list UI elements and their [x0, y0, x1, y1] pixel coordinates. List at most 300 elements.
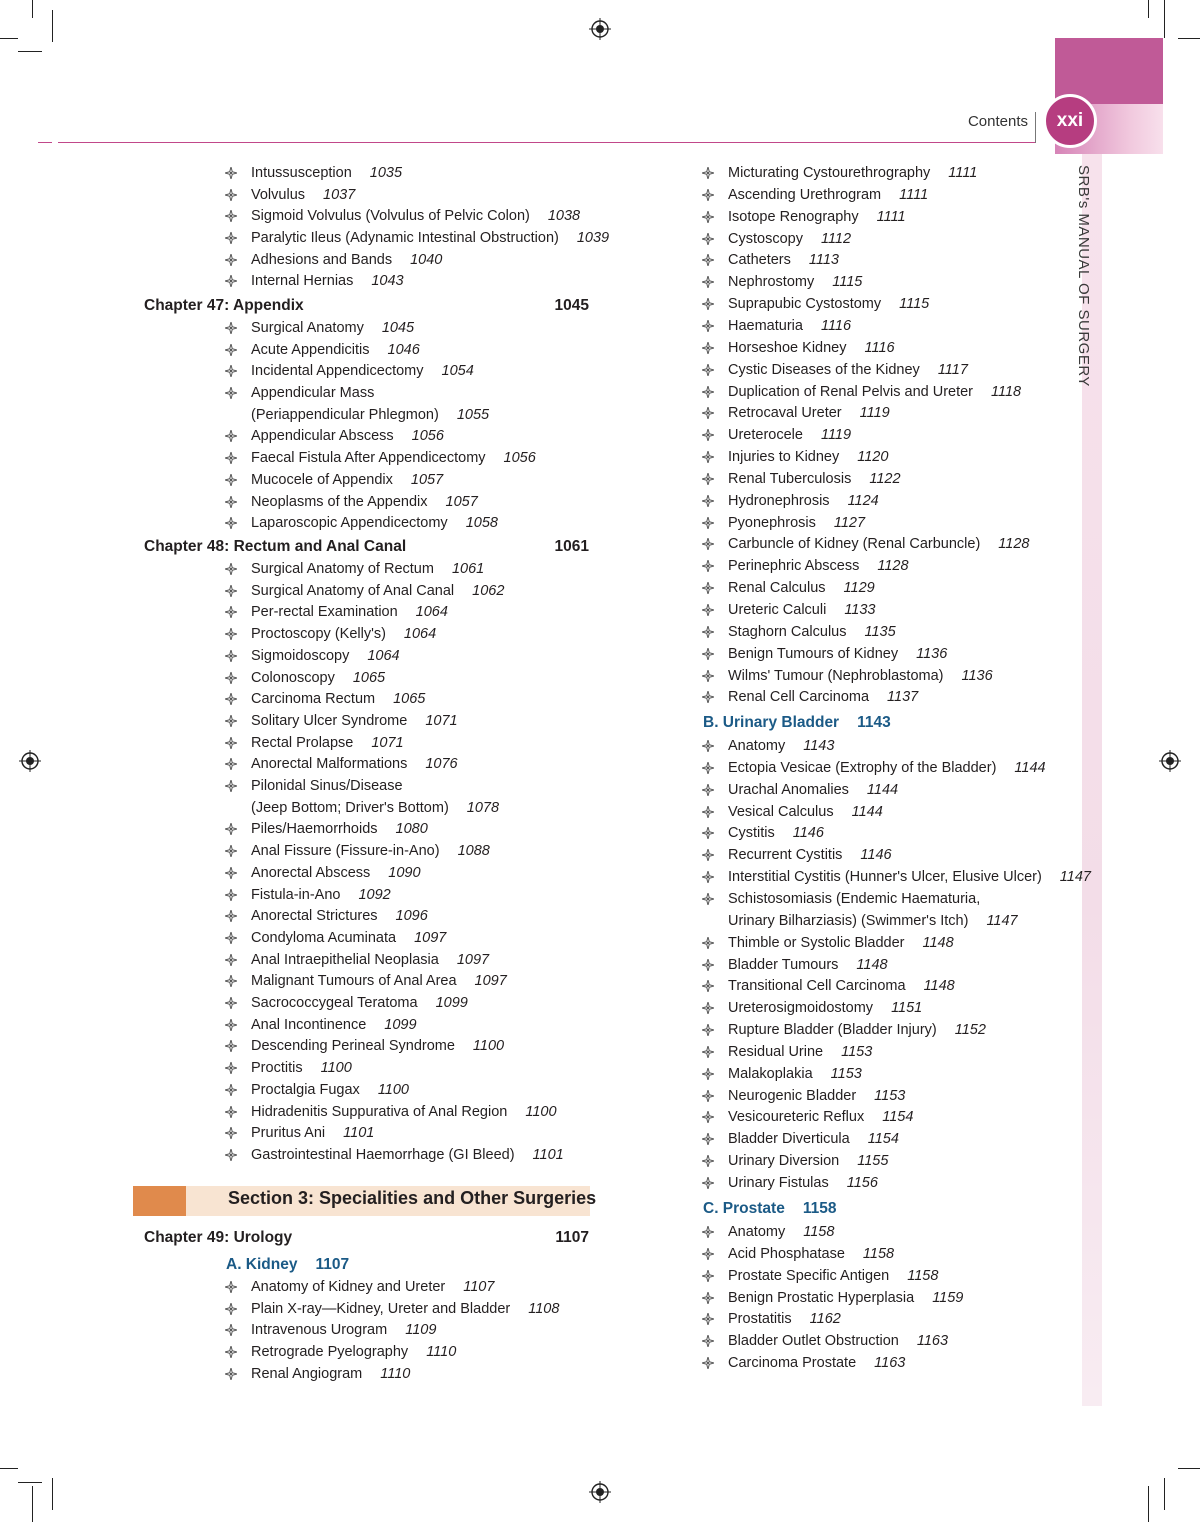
list-item-label: Ascending Urethrogram [728, 187, 882, 203]
list-item-label: Recurrent Cystitis [728, 847, 843, 863]
bullet-icon [702, 534, 716, 550]
list-item-page: 1064 [415, 604, 448, 620]
list-item-label: Renal Cell Carcinoma [728, 689, 870, 705]
list-item-text [251, 928, 446, 949]
list-item-label: Proctitis [251, 1060, 303, 1076]
list-item-page: 1148 [923, 978, 955, 994]
bullet-icon [702, 600, 716, 616]
list-item-page: 1113 [808, 252, 839, 268]
bullet-icon [225, 624, 239, 640]
list-item-label: Retrocaval Ureter [728, 405, 842, 421]
list-item-text [728, 1309, 841, 1330]
bullet-icon [702, 802, 716, 818]
list-item-label: Sacrococcygeal Teratoma [251, 995, 418, 1011]
list-item-label: Sigmoid Volvulus (Volvulus of Pelvic Colon) [251, 208, 530, 224]
list-item-page: 1133 [844, 602, 876, 618]
list-item-label: Appendicular Mass [251, 385, 375, 401]
list-item-label: Proctalgia Fugax [251, 1082, 360, 1098]
list-item-page: 1108 [528, 1301, 560, 1317]
list-item-label: Sigmoidoscopy [251, 648, 350, 664]
bullet-icon [702, 469, 716, 485]
list-item-label: Appendicular Abscess [251, 428, 394, 444]
bullet-icon [702, 578, 716, 594]
bullet-icon [225, 250, 239, 266]
crop-mark [18, 1482, 42, 1483]
bullet-icon [225, 928, 239, 944]
bullet-icon [225, 163, 239, 179]
list-item-text [251, 318, 414, 339]
list-item-text [251, 1015, 417, 1036]
list-item-text [251, 492, 478, 513]
list-item-page: 1119 [820, 427, 852, 443]
list-item-page: 1100 [472, 1038, 505, 1054]
bullet-icon [702, 556, 716, 572]
list-item-page: 1128 [998, 536, 1030, 552]
bullet-icon [702, 687, 716, 703]
list-item-page: 1144 [866, 782, 899, 798]
list-item-page: 1154 [867, 1131, 899, 1147]
bullet-icon [225, 1015, 239, 1031]
list-item-text [251, 668, 385, 689]
bullet-icon [702, 1042, 716, 1058]
crop-mark [0, 1468, 18, 1469]
bullet-icon [702, 976, 716, 992]
list-item-label: Volvulus [251, 187, 306, 203]
list-item-text [251, 950, 489, 971]
bullet-icon [225, 1036, 239, 1052]
list-item-text [251, 470, 443, 491]
list-item-text [251, 711, 458, 732]
list-item-text [728, 758, 1046, 779]
list-item-page: 1119 [859, 405, 890, 421]
list-item-text [728, 229, 851, 250]
list-item-page: 1043 [371, 273, 404, 289]
list-item-label: Neoplasms of the Appendix [251, 494, 428, 510]
list-item-text [728, 687, 918, 708]
list-item-page: 1111 [948, 165, 978, 181]
bullet-icon [702, 1086, 716, 1102]
subsection-page: 1107 [315, 1256, 350, 1273]
bullet-icon [225, 602, 239, 618]
bullet-icon [702, 845, 716, 861]
list-item-page: 1065 [393, 691, 426, 707]
bullet-icon [225, 1102, 239, 1118]
list-item-label: Interstitial Cystitis (Hunner's Ulcer, Elusive Ulcer) [728, 869, 1042, 885]
registration-mark-icon [589, 1481, 611, 1503]
book-title: SRB's MANUAL OF SURGERY [1075, 165, 1092, 387]
bullet-icon [702, 1309, 716, 1325]
list-item-text [251, 624, 436, 645]
list-item-page: 1127 [833, 515, 866, 531]
list-item-label: Incidental Appendicectomy [251, 363, 424, 379]
list-item-text [251, 798, 499, 819]
bullet-icon [702, 382, 716, 398]
list-item-label: Suprapubic Cystostomy [728, 296, 882, 312]
bullet-icon [702, 360, 716, 376]
list-item-label: Renal Angiogram [251, 1366, 363, 1382]
list-item-page: 1146 [792, 825, 824, 841]
list-item-text [728, 163, 977, 184]
bullet-icon [225, 1299, 239, 1315]
list-item-label: Isotope Renography [728, 209, 859, 225]
crop-mark [0, 38, 18, 39]
bullet-icon [225, 581, 239, 597]
list-item-page: 1110 [380, 1366, 411, 1382]
list-item-text [251, 250, 442, 271]
crop-mark [18, 51, 42, 52]
crop-mark [32, 1486, 33, 1522]
list-item-label: Gastrointestinal Haemorrhage (GI Bleed) [251, 1147, 515, 1163]
bullet-icon [702, 1064, 716, 1080]
bullet-icon [225, 668, 239, 684]
bullet-icon [702, 1129, 716, 1145]
list-item-page: 1122 [869, 471, 901, 487]
list-item-text [251, 1102, 557, 1123]
list-item-page: 1115 [899, 296, 930, 312]
list-item-page: 1136 [916, 646, 948, 662]
bullet-icon [702, 1151, 716, 1167]
bullet-icon [225, 1058, 239, 1074]
list-item-text [728, 207, 906, 228]
bullet-icon [225, 689, 239, 705]
subsection-label: B. Urinary Bladder [703, 714, 840, 731]
list-item-label: Prostatitis [728, 1311, 792, 1327]
list-item-text [251, 689, 425, 710]
list-item-text [251, 228, 609, 249]
list-item-label: Colonoscopy [251, 670, 335, 686]
list-item-page: 1148 [856, 957, 888, 973]
list-item-label: (Periappendicular Phlegmon) [251, 407, 439, 423]
list-item-label: Anorectal Malformations [251, 756, 408, 772]
bullet-icon [225, 361, 239, 377]
list-item-page: 1152 [954, 1022, 986, 1038]
crop-mark [52, 10, 53, 42]
list-item-text [251, 602, 448, 623]
list-item-label: Retrograde Pyelography [251, 1344, 409, 1360]
list-item-label: Benign Tumours of Kidney [728, 646, 899, 662]
list-item-text [251, 426, 444, 447]
subsection-page: 1158 [802, 1200, 837, 1217]
list-item-label: Vesical Calculus [728, 804, 834, 820]
list-item-page: 1100 [525, 1104, 557, 1120]
bullet-icon [702, 513, 716, 529]
list-item-page: 1116 [864, 340, 895, 356]
list-item-label: Injuries to Kidney [728, 449, 840, 465]
list-item-label: Anal Incontinence [251, 1017, 367, 1033]
list-item-page: 1071 [425, 713, 458, 729]
list-item-page: 1156 [846, 1175, 878, 1191]
list-item-label: Acid Phosphatase [728, 1246, 845, 1262]
list-item-text [728, 1173, 878, 1194]
list-item-label: Bladder Diverticula [728, 1131, 850, 1147]
bullet-icon [702, 933, 716, 949]
list-item-page: 1147 [986, 913, 1018, 929]
list-item-page: 1076 [425, 756, 458, 772]
list-item-label: Thimble or Systolic Bladder [728, 935, 905, 951]
list-item-text [728, 1288, 963, 1309]
list-item-page: 1151 [891, 1000, 923, 1016]
list-item-page: 1099 [384, 1017, 417, 1033]
list-item-label: Anatomy [728, 1224, 786, 1240]
bullet-icon [225, 646, 239, 662]
list-item-page: 1096 [395, 908, 428, 924]
bullet-icon [225, 426, 239, 442]
list-item-page: 1158 [862, 1246, 895, 1262]
list-item-page: 1099 [435, 995, 468, 1011]
list-item-text [251, 340, 420, 361]
list-item-text [251, 733, 404, 754]
list-item-text [728, 666, 993, 687]
list-item-label: Urinary Fistulas [728, 1175, 829, 1191]
list-item-label: Bladder Tumours [728, 957, 839, 973]
bullet-icon [225, 559, 239, 575]
list-item-text [728, 911, 1018, 932]
list-item-text [728, 556, 909, 577]
list-item-text [251, 1080, 409, 1101]
bullet-icon [225, 1080, 239, 1096]
bullet-icon [225, 492, 239, 508]
bullet-icon [225, 470, 239, 486]
bullet-icon [225, 340, 239, 356]
list-item-label: Paralytic Ileus (Adynamic Intestinal Obstruction) [251, 230, 559, 246]
list-item-label: Rupture Bladder (Bladder Injury) [728, 1022, 937, 1038]
bullet-icon [225, 383, 239, 399]
crop-mark [1148, 0, 1149, 18]
list-item-text [251, 513, 498, 534]
list-item-page: 1100 [377, 1082, 409, 1098]
list-item-label: Carbuncle of Kidney (Renal Carbuncle) [728, 536, 981, 552]
list-item-page: 1097 [456, 952, 490, 968]
list-item-text [728, 1151, 888, 1172]
bullet-icon [702, 229, 716, 245]
bullet-icon [702, 294, 716, 310]
bullet-icon [702, 644, 716, 660]
list-item-page: 1154 [882, 1109, 914, 1125]
list-item-text [728, 185, 928, 206]
list-item-text [728, 780, 898, 801]
bullet-icon [702, 250, 716, 266]
list-item-label: Piles/Haemorrhoids [251, 821, 378, 837]
list-item-label: Cystoscopy [728, 231, 803, 247]
list-item-text [251, 361, 474, 382]
list-item-page: 1038 [547, 208, 581, 224]
list-item-label: Intravenous Urogram [251, 1322, 388, 1338]
list-item-text [728, 1353, 905, 1374]
list-item-label: Ureterosigmoidostomy [728, 1000, 874, 1016]
list-item-text [728, 534, 1029, 555]
list-item-page: 1153 [841, 1044, 873, 1060]
bullet-icon [702, 1266, 716, 1282]
list-item-page: 1155 [857, 1153, 889, 1169]
list-item-text [728, 316, 851, 337]
list-item-page: 1144 [851, 804, 883, 820]
list-item-text [728, 578, 875, 599]
bullet-icon [702, 1173, 716, 1189]
bullet-icon [702, 1353, 716, 1369]
bullet-icon [225, 819, 239, 835]
list-item-text [728, 644, 947, 665]
list-item-page: 1061 [451, 561, 485, 577]
list-item-text [728, 513, 865, 534]
bullet-icon [225, 754, 239, 770]
list-item-text [251, 271, 404, 292]
list-item-label: Solitary Ulcer Syndrome [251, 713, 408, 729]
crop-mark [32, 0, 33, 18]
list-item-label: Transitional Cell Carcinoma [728, 978, 906, 994]
bullet-icon [702, 823, 716, 839]
bullet-icon [225, 906, 239, 922]
list-item-text [728, 845, 892, 866]
list-item-page: 1153 [830, 1066, 862, 1082]
list-item-label: Ureterocele [728, 427, 803, 443]
list-item-label: Schistosomiasis (Endemic Haematuria, [728, 891, 981, 907]
list-item-page: 1057 [445, 494, 478, 510]
crop-mark [1148, 1486, 1149, 1522]
list-item-label: Anatomy [728, 738, 786, 754]
list-item-label: Urinary Diversion [728, 1153, 840, 1169]
bullet-icon [225, 1364, 239, 1380]
header-divider [1035, 112, 1036, 143]
bullet-icon [225, 776, 239, 792]
list-item-page: 1112 [820, 231, 852, 247]
bullet-icon [702, 1244, 716, 1260]
bullet-icon [225, 1277, 239, 1293]
list-item-text [728, 802, 883, 823]
chapter-heading: Chapter 47: Appendix [144, 297, 304, 314]
list-item-page: 1040 [410, 252, 443, 268]
list-item-label: Internal Hernias [251, 273, 354, 289]
list-item-text [728, 250, 839, 271]
list-item-text [728, 736, 834, 757]
crop-mark [1178, 38, 1200, 39]
list-item-page: 1120 [857, 449, 889, 465]
list-item-text [728, 469, 901, 490]
list-item-page: 1055 [456, 407, 490, 423]
list-item-page: 1124 [847, 493, 879, 509]
bullet-icon [225, 1145, 239, 1161]
bullet-icon [702, 272, 716, 288]
bullet-icon [225, 711, 239, 727]
list-item-text [728, 382, 1021, 403]
list-item-page: 1158 [803, 1224, 835, 1240]
list-item-label: Per-rectal Examination [251, 604, 398, 620]
list-item-page: 1078 [466, 800, 500, 816]
bullet-icon [225, 1320, 239, 1336]
list-item-page: 1045 [381, 320, 415, 336]
list-item-label: Renal Tuberculosis [728, 471, 852, 487]
section-title: Section 3: Specialities and Other Surgeries [228, 1188, 597, 1208]
bullet-icon [702, 207, 716, 223]
bullet-icon [225, 206, 239, 222]
list-item-label: Anorectal Strictures [251, 908, 378, 924]
list-item-page: 1056 [411, 428, 444, 444]
list-item-page: 1064 [403, 626, 437, 642]
list-item-text [728, 600, 876, 621]
bullet-icon [225, 1123, 239, 1139]
list-item-page: 1064 [367, 648, 400, 664]
bullet-icon [225, 228, 239, 244]
list-item-page: 1116 [820, 318, 852, 334]
list-item-text [728, 1064, 862, 1085]
list-item-page: 1071 [371, 735, 404, 751]
list-item-page: 1100 [320, 1060, 352, 1076]
list-item-label: Condyloma Acuminata [251, 930, 397, 946]
bullet-icon [702, 185, 716, 201]
section-banner-accent [133, 1186, 186, 1216]
list-item-page: 1058 [465, 515, 498, 531]
list-item-page: 1163 [916, 1333, 949, 1349]
bullet-icon [702, 491, 716, 507]
list-item-text [251, 1299, 559, 1320]
list-item-text [728, 889, 980, 910]
registration-mark-icon [1159, 750, 1181, 772]
list-item-page: 1162 [809, 1311, 841, 1327]
list-item-text [251, 863, 421, 884]
bullet-icon [225, 271, 239, 287]
bullet-icon [702, 666, 716, 682]
list-item-label: Laparoscopic Appendicectomy [251, 515, 448, 531]
list-item-text [728, 867, 1091, 888]
list-item-text [251, 1364, 410, 1385]
list-item-text [251, 819, 428, 840]
bullet-icon [225, 863, 239, 879]
list-item-label: Pyonephrosis [728, 515, 816, 531]
list-item-label: Perinephric Abscess [728, 558, 860, 574]
list-item-page: 1090 [388, 865, 421, 881]
list-item-page: 1111 [876, 209, 906, 225]
list-item-page: 1115 [832, 274, 863, 290]
list-item-page: 1065 [352, 670, 386, 686]
bullet-icon [225, 841, 239, 857]
list-item-label: Proctoscopy (Kelly's) [251, 626, 386, 642]
list-item-text [251, 776, 403, 797]
list-item-text [728, 823, 824, 844]
page-number-text: xxi [1056, 110, 1084, 131]
list-item-page: 1080 [395, 821, 428, 837]
bullet-icon [702, 1107, 716, 1123]
list-item-page: 1037 [323, 187, 356, 203]
list-item-page: 1118 [991, 384, 1022, 400]
list-item-page: 1056 [503, 450, 536, 466]
list-item-label: Carcinoma Prostate [728, 1355, 857, 1371]
list-item-text [251, 1320, 436, 1341]
list-item-text [251, 885, 391, 906]
list-item-text [728, 338, 895, 359]
list-item-text [728, 491, 879, 512]
list-item-text [728, 933, 954, 954]
bullet-icon [702, 758, 716, 774]
list-item-label: Surgical Anatomy of Anal Canal [251, 583, 455, 599]
list-item-label: Mucocele of Appendix [251, 472, 393, 488]
list-item-label: Surgical Anatomy [251, 320, 364, 336]
list-item-label: Pilonidal Sinus/Disease [251, 778, 403, 794]
list-item-text [251, 754, 458, 775]
list-item-text [251, 993, 468, 1014]
bullet-icon [702, 403, 716, 419]
list-item-page: 1054 [441, 363, 474, 379]
list-item-text [251, 559, 484, 580]
bullet-icon [702, 955, 716, 971]
list-item-label: Fistula-in-Ano [251, 887, 341, 903]
list-item-text [251, 841, 490, 862]
list-item-label: Staghorn Calculus [728, 624, 847, 640]
header-rule [38, 142, 52, 143]
bullet-icon [702, 622, 716, 638]
registration-mark-icon [589, 18, 611, 40]
list-item-page: 1057 [410, 472, 444, 488]
list-item-label: Cystitis [728, 825, 775, 841]
list-item-text [728, 403, 890, 424]
